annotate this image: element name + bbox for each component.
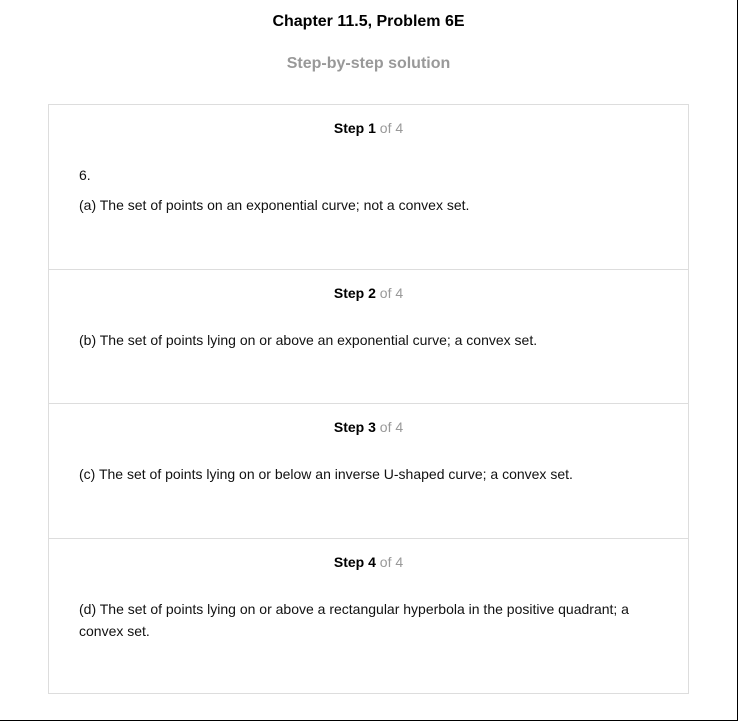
step-paragraph: (c) The set of points lying on or below an inverse U-shaped curve; a convex set. [79,466,573,482]
step-header [49,553,688,571]
step-label: Step 2 [333,285,376,301]
step-content [79,164,659,216]
step-header [49,284,688,302]
step-label: Step 4 [333,554,376,570]
page-subtitle: Step-by-step solution [286,55,451,72]
step-content [79,598,659,642]
step-4 [49,538,688,693]
step-label: Step 3 [333,419,376,435]
step-count: of 4 [379,285,404,301]
step-header [49,119,688,137]
step-count: of 4 [379,419,404,435]
step-count: of 4 [379,120,404,136]
step-2 [49,269,688,403]
step-paragraph: (a) The set of points on an exponential curve; not a convex set. [79,197,470,213]
step-header [49,418,688,436]
step-3 [49,403,688,538]
step-paragraph: 6. [79,167,91,183]
step-label: Step 1 [333,120,376,136]
step-count: of 4 [379,554,404,570]
step-content [79,329,659,351]
step-content [79,463,659,485]
step-1 [49,105,688,269]
solution-steps [48,104,689,694]
page-title: Chapter 11.5, Problem 6E [272,13,465,30]
step-paragraph: (b) The set of points lying on or above an exponential curve; a convex set. [79,332,538,348]
step-paragraph: (d) The set of points lying on or above a rectangular hyperbola in the positive quadrant; a convex set. [79,601,629,639]
